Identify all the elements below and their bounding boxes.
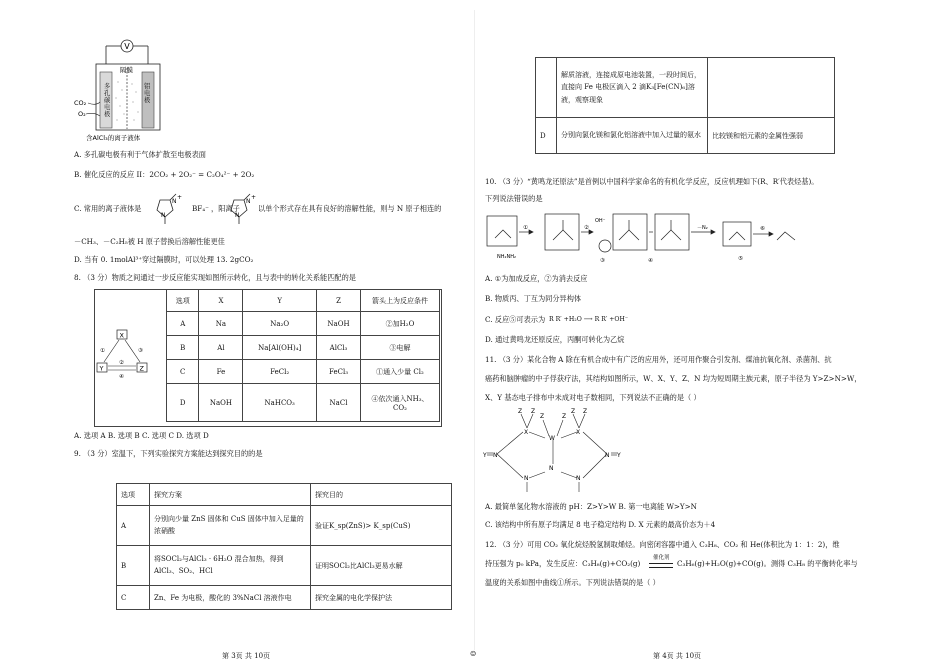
mech-step-2: ② — [584, 225, 589, 231]
q9-header: 探究目的 — [311, 484, 452, 506]
q11-line-1: 11. （3 分）某化合物 A 除在有机合成中有广泛的应用外，还可用作聚合引发剂、煤油抗氧化剂、杀菌剂、抗 — [485, 355, 832, 364]
q8-header: 选项 — [167, 290, 199, 312]
triangle-z: Z — [139, 364, 144, 373]
q10-option-c: C. 反应⑤可表示为 — [485, 315, 546, 324]
q7-option-c-rest: 以单个形式存在具有良好的溶解性能，则与 N 原子相连的 — [258, 204, 442, 213]
q8-header: X — [199, 290, 243, 312]
q10-option-a: A. ①为加成反应，②为消去反应 — [485, 274, 588, 283]
right-page — [475, 0, 950, 672]
atom-x: X — [576, 429, 581, 436]
svg-text:N: N — [161, 212, 166, 219]
svg-text:N: N — [235, 212, 240, 219]
q12-line-3: 温度的关系如图中曲线①所示。下列说法错误的是（ ） — [485, 578, 660, 587]
atom-y: Y — [617, 452, 621, 459]
q11-line-3: X、Y 基态电子排布中未成对电子数相同，下列说法不正确的是（ ） — [485, 393, 701, 402]
triangle-edge-3: ③ — [138, 348, 143, 354]
atom-z: Z — [540, 413, 545, 420]
atom-n: N — [549, 465, 554, 472]
center-mark: ☺ — [470, 650, 477, 658]
q7-option-a: A. 多孔碳电极有利于气体扩散至电极表面 — [74, 150, 206, 159]
table-row: B Al Na[Al(OH)₄] AlCl₃ ③电解 — [167, 336, 440, 360]
q10-stem-1: 10. （3 分）“黄鸣龙还原法”是首例以中国科学家命名的有机化学反应，反应机理如下(R、R′代表烃基)。 — [485, 177, 819, 186]
q9-stem: 9. （3 分）室温下，下列实验探究方案能达到探究目的的是 — [74, 449, 263, 458]
q11-options-cd: C. 该结构中所有原子均满足 8 电子稳定结构 D. X 元素的最高价态为＋4 — [485, 520, 716, 529]
svg-text:+: + — [177, 194, 183, 201]
atom-z: Z — [562, 413, 567, 420]
atom-z: Z — [571, 408, 576, 415]
mech-step-4: ④ — [648, 258, 653, 264]
carbon-electrode-text: 多孔碳电极 — [104, 83, 111, 118]
atom-x: X — [524, 429, 529, 436]
q8-header: Z — [317, 290, 361, 312]
q8-table — [166, 289, 440, 422]
mech-step-1: ① — [523, 225, 528, 231]
atom-n: N — [524, 475, 529, 482]
atom-z: Z — [518, 408, 523, 415]
q8-header: 箭头上为反应条件 — [361, 290, 440, 312]
table-row: 解质溶液，连接成原电池装置，一段时间后，直接向 Fe 电极区滴入 2 滴K₃[Fe(CN)₆]溶液，观察现象 — [536, 58, 835, 118]
page-footer-left: 第 3页 共 10页 — [222, 652, 271, 660]
mech-step-3: ③ — [600, 258, 605, 264]
svg-text:N: N — [246, 198, 251, 205]
q7-option-b: B. 催化反应的反应 II：2CO₂ + 2O₂⁻ = C₂O₄²⁻ + 2O₂ — [74, 170, 255, 179]
membrane-label: 隔膜 — [120, 66, 133, 74]
q12-catalyst: 催化剂 — [653, 555, 670, 561]
o2-label: O₂ — [78, 110, 86, 118]
q8-choices: A. 选项 A B. 选项 B C. 选项 C D. 选项 D — [74, 431, 209, 440]
table-row: C Zn、Fe 为电极，酸化的 3%NaCl 溶液作电 探究金属的电化学保护法 — [117, 586, 452, 610]
q8-stem: 8. （3 分）物质之间通过一步反应能实现如图所示转化，且与表中的转化关系能匹配的是 — [74, 273, 356, 282]
table-row: A 分别向少量 ZnS 固体和 CuS 固体中加入足量的浓硝酸 验证K_sp(ZnS)> K_sp(CuS) — [117, 506, 452, 546]
electrolyte-label: 含AlCl₃的离子液体 — [86, 134, 141, 142]
table-row: D NaOH NaHCO₃ NaCl ④依次通入NH₃、CO₂ — [167, 384, 440, 422]
mech-n2: －N₂ — [697, 225, 708, 231]
svg-text:+: + — [251, 194, 257, 201]
triangle-y: Y — [99, 364, 104, 373]
huang-minlon-mechanism — [483, 210, 803, 268]
atom-y: Y — [483, 452, 487, 459]
table-row: D 分别向氯化镁和氯化铝溶液中加入过量的氨水 比较镁和铝元素的金属性强弱 — [536, 118, 835, 154]
atom-n: N — [605, 452, 610, 459]
table-row: A Na Na₂O NaOH ②加H₂O — [167, 312, 440, 336]
q10-option-c-equation: R R′ +H₂O ⟶ R R′ +OH⁻ — [549, 316, 629, 323]
atom-n: N — [493, 452, 498, 459]
q10-option-d: D. 通过黄鸣龙还原反应，丙酮可转化为乙烷 — [485, 335, 625, 344]
mech-reagent: NH₂NH₂ — [497, 254, 517, 260]
q12-line-2a: 持压强为 p₀ kPa，发生反应：C₃H₈(g)+CO₂(g) — [485, 559, 641, 568]
q9-header: 选项 — [117, 484, 150, 506]
svg-text:N: N — [172, 198, 177, 205]
voltmeter-label: V — [124, 42, 130, 51]
q10-option-b: B. 物质丙、丁互为同分异构体 — [485, 294, 582, 303]
mech-oh: OH⁻ — [595, 218, 606, 224]
imidazolium-structure-1 — [148, 190, 190, 226]
triangle-edge-1: ① — [100, 348, 105, 354]
atom-n: N — [576, 475, 581, 482]
atom-z: Z — [583, 408, 588, 415]
q7-bf4: BF₄⁻ — [192, 204, 209, 213]
page-footer-right: 第 4页 共 10页 — [653, 652, 702, 660]
q7-option-c-end: －CH₃、－C₂H₅被 H 原子替换后溶解性能更佳 — [74, 237, 225, 246]
q9-table — [116, 483, 452, 610]
co2-label: CO₂ — [74, 99, 87, 107]
mech-step-6: ⑥ — [760, 226, 765, 232]
q12-equilibrium-arrow — [649, 563, 673, 568]
q9-table-continued — [535, 57, 835, 154]
compound-a-structure — [483, 406, 623, 496]
q10-stem-2: 下列说法错误的是 — [485, 194, 543, 203]
q7-option-c-cation: ，阳离子 — [211, 204, 240, 213]
triangle-edge-4: ④ — [119, 374, 124, 380]
mech-step-5: ⑤ — [738, 256, 743, 262]
q7-option-c-intro: C. 常用的离子液体是 — [74, 204, 142, 213]
cell-diagram — [72, 32, 172, 144]
q9-header: 探究方案 — [150, 484, 311, 506]
atom-z: Z — [531, 408, 536, 415]
q12-line-2b: C₃H₆(g)+H₂O(g)+CO(g)。测得 C₃H₈ 的平衡转化率与 — [677, 559, 858, 568]
q12-line-1: 12. （3 分）可用 CO₂ 氧化烷烃脱氢制取烯烃。向密闭容器中通入 C₃H₈、CO₂ 和 He(体积比为 1：1：2)，维 — [485, 540, 840, 549]
q7-option-d: D. 当有 0. 1molAl³⁺穿过隔膜时，可以处理 13. 2gCO₂ — [74, 255, 254, 264]
conversion-triangle — [94, 320, 164, 380]
table-row: C Fe FeCl₂ FeCl₃ ①通入少量 Cl₂ — [167, 360, 440, 384]
q11-options-ab: A. 最简单氢化物水溶液的 pH：Z>Y>W B. 第一电离能 W>Y>N — [485, 502, 697, 511]
q8-header: Y — [243, 290, 317, 312]
table-row: B 将SOCl₂与AlCl₃ · 6H₂O 混合加热，得到AlCl₃、SO₂、HCl 证明SOCl₂比AlCl₃更易水解 — [117, 546, 452, 586]
triangle-edge-2: ② — [119, 360, 124, 366]
atom-w: W — [549, 435, 555, 442]
triangle-x: X — [119, 331, 124, 340]
q11-line-2: 癌药和脑肿瘤的中子俘获疗法，其结构如图所示，W、X、Y、Z、N 均为短周期主族元素，原子半径为 Y>Z>N>W， — [485, 374, 862, 383]
aluminum-electrode-text: 铝电极 — [144, 83, 151, 104]
